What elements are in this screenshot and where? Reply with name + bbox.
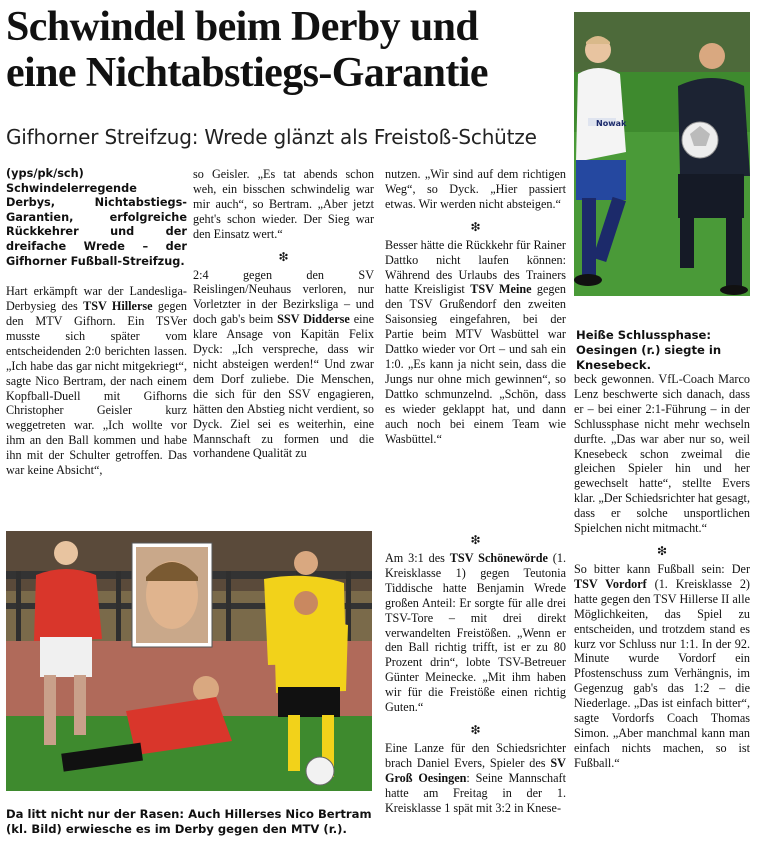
separator-ornament: ❇ bbox=[470, 533, 481, 547]
photo-hillerse-derby bbox=[6, 531, 372, 791]
article-column-3 bbox=[385, 167, 566, 454]
col1-paragraph-1: Hart erkämpft war der Landesliga-Derbysieg des TSV Hillerse gegen den MTV Gifhorn. Ein TSVer musste sich später vom entscheidenden 2:0 berichten lassen. „Ich habe das gar nicht mitgekriegt“, sagte Nico Bertram, der nach einem Kopfball-Duell mit Gifhorns Christopher Geisler kurz weggetreten war. „Ich wollte vor ihm an den Ball kommen und habe ihn mit der Schulter getroffen. Das war keine Absicht“, bbox=[6, 284, 187, 478]
article-column-1 bbox=[6, 167, 187, 486]
col4-paragraph-2: So bitter kann Fußball sein: Der TSV Vordorf (1. Kreisklasse 2) hatte gegen den TSV Hillerse II alle Möglichkeiten, das Spiel zu entscheiden, und trotzdem stand es kurz vor Schluss nur 1:1. In der 92. Minute wurde Vordorf ein Pfostenschuss zum Verhängnis, im Gegenzug gab's das 1:2 – die Niederlage. „Das ist einfach bitter“, sagte Vordorfs Coach Thomas Simon. „Aber manchmal kann man einfach nichts machen, so ist Fußball.“ bbox=[574, 561, 750, 770]
article-column-4 bbox=[574, 372, 750, 779]
headline-line-2: eine Nichtabstiegs-Garantie bbox=[6, 50, 488, 96]
separator-ornament: ❇ bbox=[656, 543, 668, 558]
photo-bottom-caption: Da litt nicht nur der Rasen: Auch Hillerses Nico Bertram (kl. Bild) erwiesche es im Derby gegen den MTV (r.). bbox=[6, 807, 372, 836]
col3-paragraph-4: Eine Lanze für den Schiedsrichter brach Daniel Evers, Spieler des SV Groß Oesingen: Seine Mannschaft hatte am Freitag in der 1. Kreisklasse 1 spät mit 3:2 in Knese- bbox=[385, 740, 567, 815]
col3-paragraph-3: Am 3:1 des TSV Schönewörde (1. Kreisklasse 1) gegen Teutonia Tiddische hatte Benjamin Wrede großen Anteil: Er sorgte für alle drei TSV-Tore – mit drei direkt verwandelten Freistößen. „Wenn er den Ball richtig trifft, ist er zu 80 Prozent drin“, lobte TSV-Betreuer Günter Meinecke. „Mit ihm haben wir für die Freistöße einen richtig Guten.“ bbox=[385, 551, 566, 715]
shirt-text: Nowak bbox=[596, 119, 627, 128]
col2-paragraph-1: so Geisler. „Es tat abends schon weh, ein bisschen schwindelig war mir auch“, so Bertram. „Aber jetzt geht's schon wieder. Der Sieg war den Einsatz wert.“ bbox=[193, 167, 374, 241]
article-column-3-bottom bbox=[385, 531, 566, 824]
col3-paragraph-2: Besser hätte die Rückkehr für Rainer Dattko nicht laufen können: Während des Urlaubs des Trainers hatte Kreisligist TSV Meine gegen den TSV Grußendorf den zweiten Saisonsieg eingefahren, bei der Partie beim MTV Wasbüttel war Dattko wieder vor Ort – und sah ein 1:0. „Es kann ja nicht sein, dass die Jungs nur ohne mich gewinnen“, so Dattko schmunzelnd. „Schön, dass es wieder geklappt hat, und dann auch noch bei einem Team wie Wasbüttel.“ bbox=[385, 237, 566, 446]
col4-paragraph-1: beck gewonnen. VfL-Coach Marco Lenz beschwerte sich danach, dass er – bei einer 2:1-Führung – in der Schlussphase nicht mehr wechseln durfte. „Das war aber nur so, weil Knesebeck schon zweimal die gleichen Spieler hin und her gewechselt hatte“, stellte Evers klar. „Der Schiedsrichter hat gesagt, dass er solche unsportlichen Spielchen nicht mitmacht.“ bbox=[574, 372, 750, 536]
subheadline: Gifhorner Streifzug: Wrede glänzt als Freistoß-Schütze bbox=[6, 125, 537, 149]
separator-ornament: ❇ bbox=[470, 219, 481, 234]
separator-ornament: ❇ bbox=[470, 722, 481, 737]
col3-paragraph-1: nutzen. „Wir sind auf dem richtigen Weg“, so Dyck. „Hier passiert etwas. Wir werden nicht absteigen.“ bbox=[385, 167, 566, 211]
article-lead: (yps/pk/sch) Schwindelerregende Derbys, Nichtabstiegs-Garantien, erfolgreiche Rückkehrer und der dreifache Wrede – der Gifhorner Fußball-Streifzug. bbox=[6, 167, 187, 268]
headline bbox=[6, 4, 566, 96]
photo-top-caption: Heiße Schlussphase: Oesingen (r.) siegte in Knesebeck. bbox=[576, 328, 722, 372]
separator-ornament: ❇ bbox=[278, 249, 289, 264]
article-column-2 bbox=[193, 167, 374, 469]
photo-oesingen-knesebeck bbox=[574, 12, 750, 296]
col2-paragraph-2: 2:4 gegen den SV Reislingen/Neuhaus verloren, nur Vorletzter in der Bezirksliga – und doch gab's beim SSV Didderse eine klare Ansage von Kapitän Felix Dyck: „Ich verspreche, dass wir nicht absteigen werden!“ Und zwar dem Dorf zuliebe. Die Menschen, die sich für den SSV engagieren, hätten den Abstieg nicht verdient, so Dyck. Ziel sei es weiterhin, eine Mannschaft zu formen und die vorhandene Qualität zu bbox=[193, 267, 374, 461]
headline-line-1: Schwindel beim Derby und bbox=[6, 4, 479, 50]
